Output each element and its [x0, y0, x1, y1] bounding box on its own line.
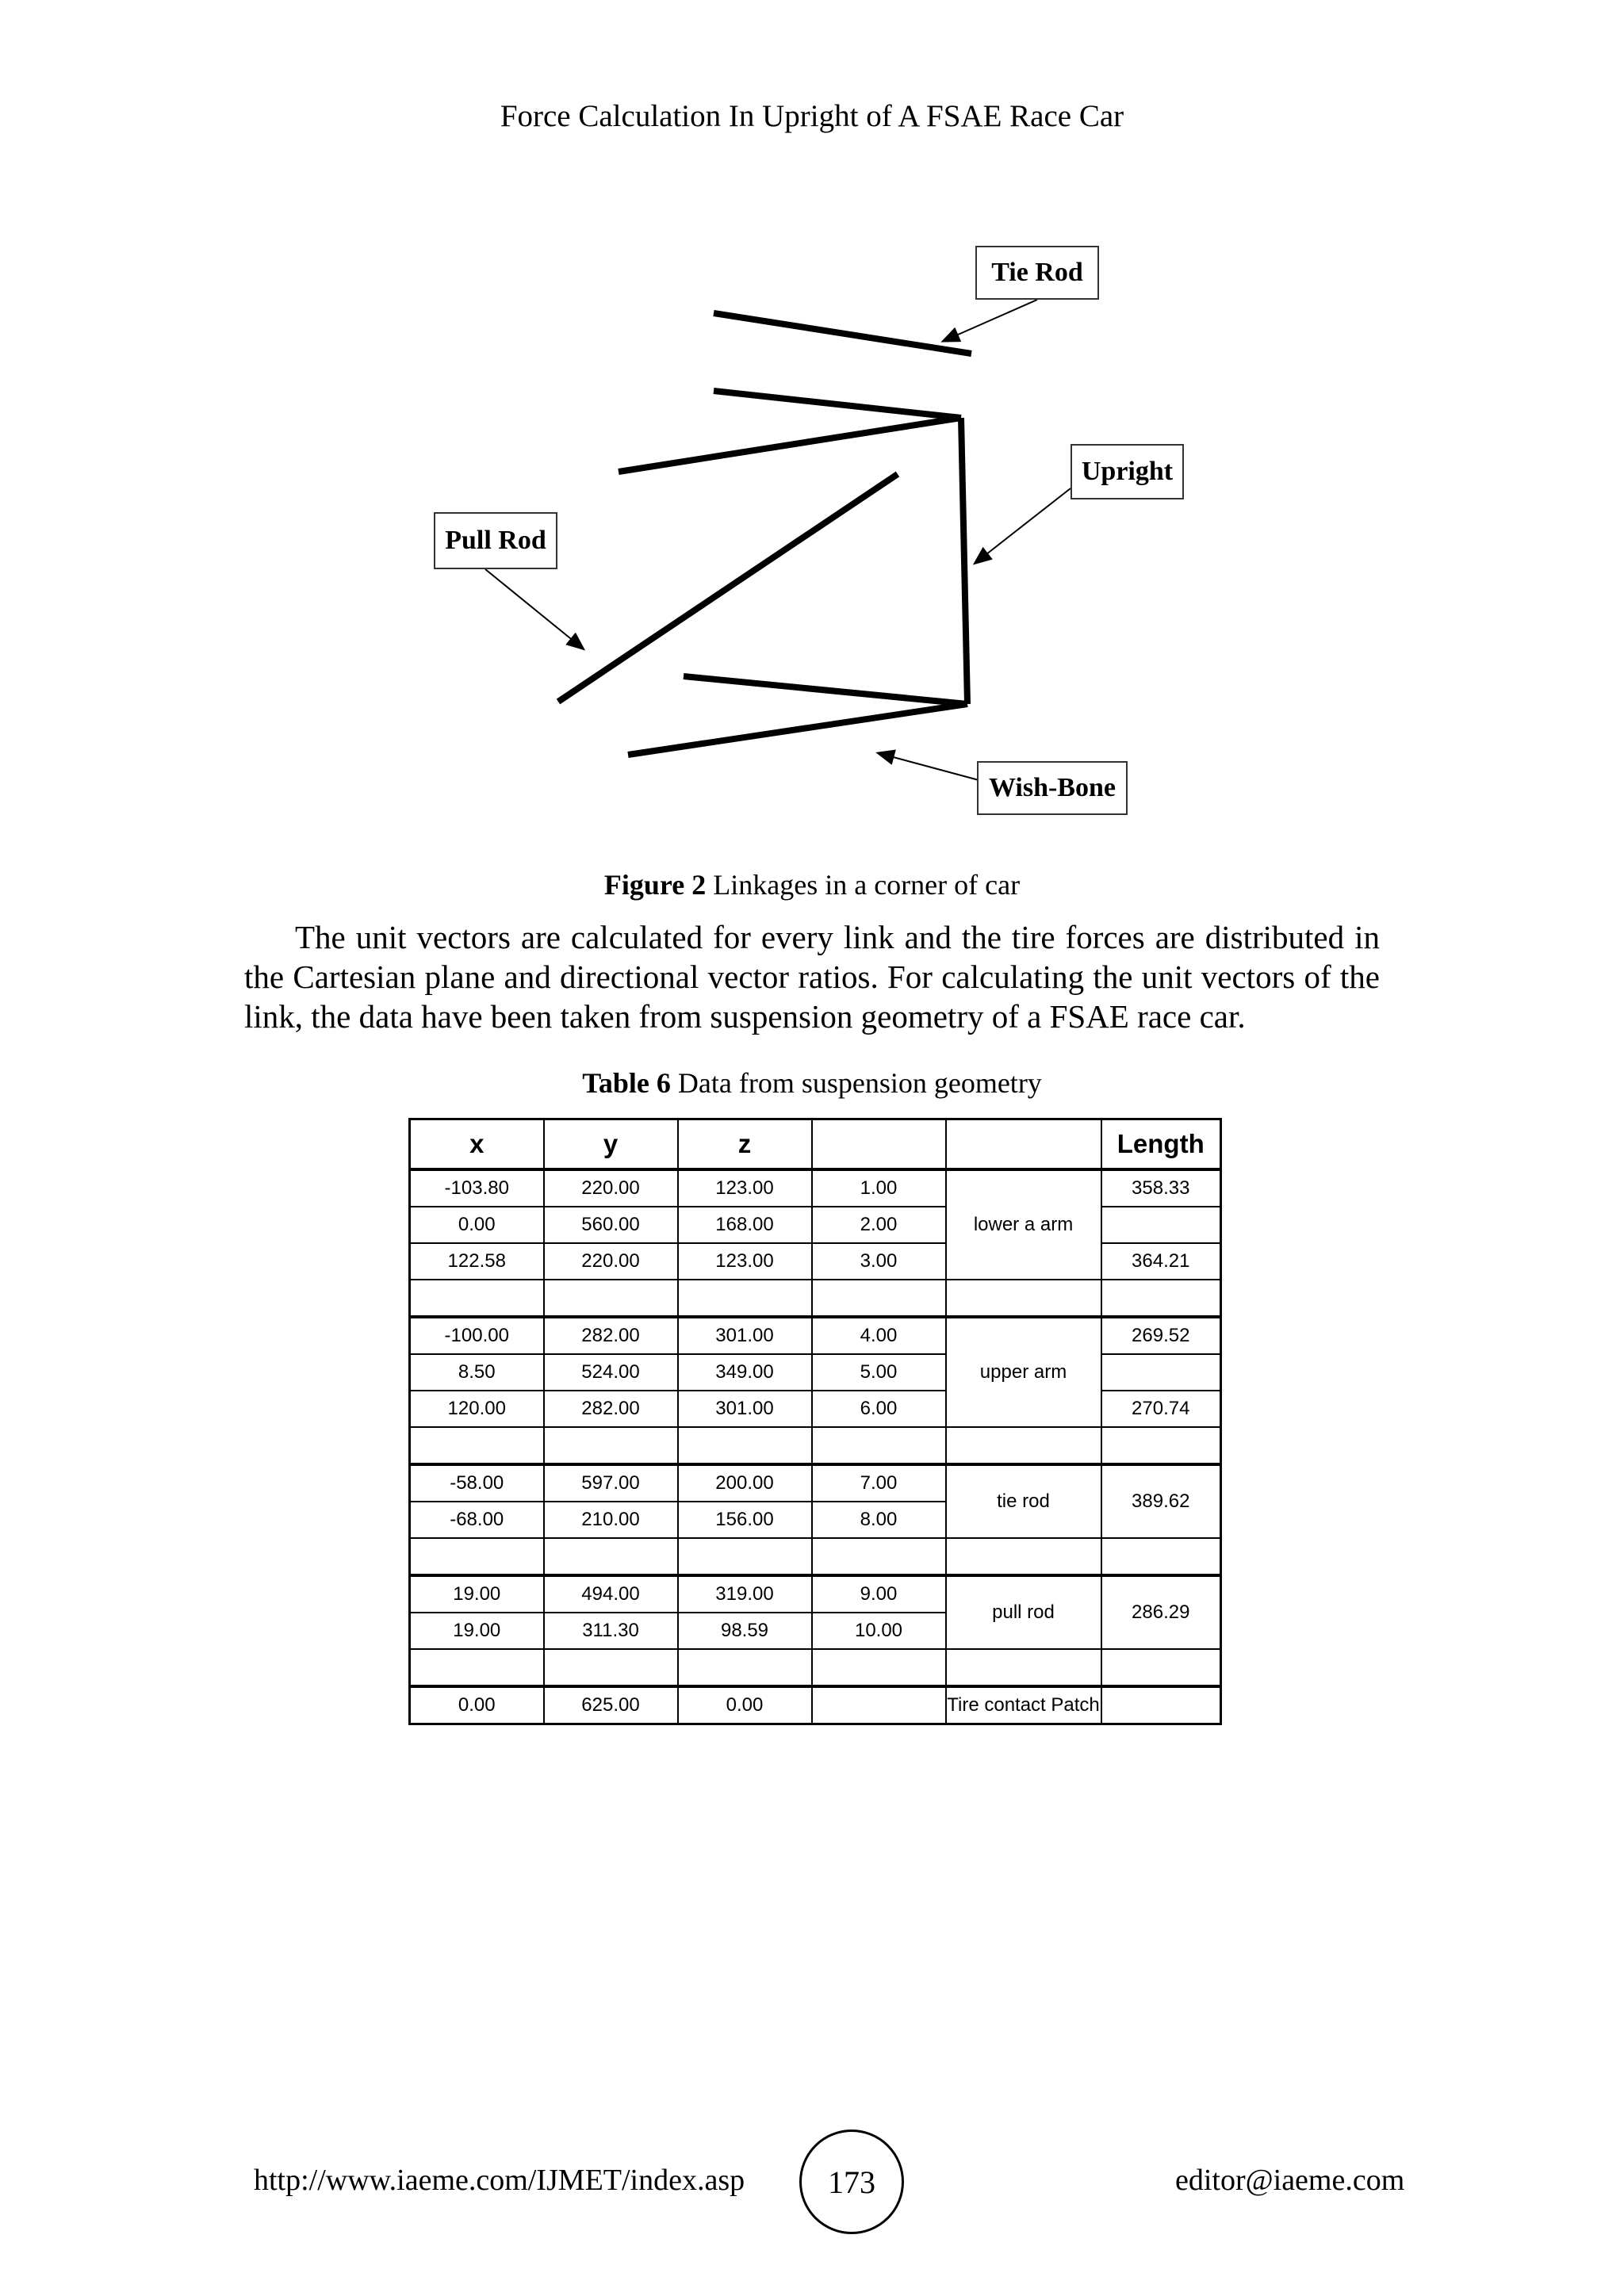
footer-email-link[interactable]: editor@iaeme.com — [1175, 2164, 1405, 2197]
cell-z: 156.00 — [678, 1502, 812, 1538]
upper-arm-front — [714, 391, 961, 418]
cell-length: 389.62 — [1101, 1464, 1221, 1538]
cell-point — [812, 1686, 946, 1724]
cell-x: -68.00 — [410, 1502, 544, 1538]
cell-y: 625.00 — [544, 1686, 678, 1724]
cell-point: 1.00 — [812, 1169, 946, 1207]
table-row — [410, 1686, 1221, 1724]
cell-z: 123.00 — [678, 1169, 812, 1207]
suspension-data-table — [408, 1118, 1222, 1725]
cell-length: 358.33 — [1101, 1169, 1221, 1207]
table-caption — [0, 1066, 1624, 1100]
member-pull-rod: pull rod — [946, 1575, 1101, 1649]
cell-z: 349.00 — [678, 1354, 812, 1391]
figure-caption — [0, 868, 1624, 901]
cell-point: 6.00 — [812, 1391, 946, 1427]
cell-x: 0.00 — [410, 1207, 544, 1243]
cell-z: 98.59 — [678, 1613, 812, 1649]
table-row — [410, 1317, 1221, 1354]
cell-length — [1101, 1686, 1221, 1724]
cell-length: 286.29 — [1101, 1575, 1221, 1649]
cell-length: 364.21 — [1101, 1243, 1221, 1280]
tie-rod-arrow — [944, 300, 1037, 341]
cell-x: -103.80 — [410, 1169, 544, 1207]
table-header-row — [410, 1119, 1221, 1170]
cell-x: 19.00 — [410, 1575, 544, 1613]
table-spacer-row — [410, 1649, 1221, 1686]
cell-z: 319.00 — [678, 1575, 812, 1613]
body-paragraph: The unit vectors are calculated for every link and the tire forces are distributed in the Cartesian plane and directional vector ratios. For calculating the unit vectors of the link, the data have been taken from suspension geometry of a FSAE race car. — [244, 919, 1380, 1035]
cell-y: 220.00 — [544, 1243, 678, 1280]
cell-x: 122.58 — [410, 1243, 544, 1280]
cell-point: 5.00 — [812, 1354, 946, 1391]
table-row — [410, 1575, 1221, 1613]
cell-z: 123.00 — [678, 1243, 812, 1280]
table-caption-label: Table 6 — [582, 1067, 671, 1099]
page-number: 173 — [799, 2130, 904, 2234]
pull-rod-arrow — [485, 569, 583, 649]
cell-length — [1101, 1354, 1221, 1391]
table-row — [410, 1464, 1221, 1502]
pull-rod-link — [558, 474, 898, 702]
member-tie-rod: tie rod — [946, 1464, 1101, 1538]
table-spacer-row — [410, 1280, 1221, 1317]
member-tire-contact-patch: Tire contact Patch — [946, 1686, 1101, 1724]
pull-rod-label: Pull Rod — [434, 512, 557, 569]
tie-rod-label: Tie Rod — [975, 246, 1099, 300]
cell-x: 120.00 — [410, 1391, 544, 1427]
header-member — [946, 1119, 1101, 1170]
running-head: Force Calculation In Upright of A FSAE Race Car — [500, 99, 1124, 133]
cell-x: 8.50 — [410, 1354, 544, 1391]
upright-arrow — [975, 488, 1071, 563]
table-spacer-row — [410, 1427, 1221, 1464]
figure-caption-text: Linkages in a corner of car — [706, 869, 1021, 901]
upright-link — [961, 418, 967, 704]
header-length: Length — [1101, 1119, 1221, 1170]
table-spacer-row — [410, 1538, 1221, 1575]
cell-z: 301.00 — [678, 1391, 812, 1427]
lower-arm-front — [684, 676, 967, 704]
cell-x: -100.00 — [410, 1317, 544, 1354]
cell-length — [1101, 1207, 1221, 1243]
cell-point: 2.00 — [812, 1207, 946, 1243]
table-caption-text: Data from suspension geometry — [670, 1067, 1042, 1099]
cell-z: 200.00 — [678, 1464, 812, 1502]
cell-z: 301.00 — [678, 1317, 812, 1354]
member-upper-arm: upper arm — [946, 1317, 1101, 1427]
lower-arm-rear — [628, 704, 967, 755]
cell-y: 524.00 — [544, 1354, 678, 1391]
cell-z: 0.00 — [678, 1686, 812, 1724]
cell-point: 8.00 — [812, 1502, 946, 1538]
cell-point: 10.00 — [812, 1613, 946, 1649]
wish-bone-label: Wish-Bone — [977, 761, 1128, 815]
header-z: z — [678, 1119, 812, 1170]
cell-length: 270.74 — [1101, 1391, 1221, 1427]
linkage-figure — [428, 238, 1229, 832]
cell-point: 4.00 — [812, 1317, 946, 1354]
cell-y: 282.00 — [544, 1391, 678, 1427]
footer-url-link[interactable]: http://www.iaeme.com/IJMET/index.asp — [254, 2164, 745, 2197]
member-lower-a-arm: lower a arm — [946, 1169, 1101, 1280]
header-x: x — [410, 1119, 544, 1170]
cell-y: 311.30 — [544, 1613, 678, 1649]
cell-y: 597.00 — [544, 1464, 678, 1502]
wish-bone-arrow — [879, 753, 982, 781]
header-y: y — [544, 1119, 678, 1170]
cell-point: 7.00 — [812, 1464, 946, 1502]
tie-rod-link — [714, 313, 971, 354]
figure-caption-label: Figure 2 — [603, 869, 707, 901]
cell-x: 19.00 — [410, 1613, 544, 1649]
cell-point: 9.00 — [812, 1575, 946, 1613]
cell-length: 269.52 — [1101, 1317, 1221, 1354]
header-point — [812, 1119, 946, 1170]
upright-label: Upright — [1071, 444, 1184, 499]
upper-arm-rear — [619, 418, 961, 472]
cell-y: 210.00 — [544, 1502, 678, 1538]
cell-y: 220.00 — [544, 1169, 678, 1207]
cell-x: -58.00 — [410, 1464, 544, 1502]
table-row — [410, 1169, 1221, 1207]
cell-z: 168.00 — [678, 1207, 812, 1243]
cell-y: 282.00 — [544, 1317, 678, 1354]
cell-y: 560.00 — [544, 1207, 678, 1243]
cell-y: 494.00 — [544, 1575, 678, 1613]
cell-x: 0.00 — [410, 1686, 544, 1724]
cell-point: 3.00 — [812, 1243, 946, 1280]
